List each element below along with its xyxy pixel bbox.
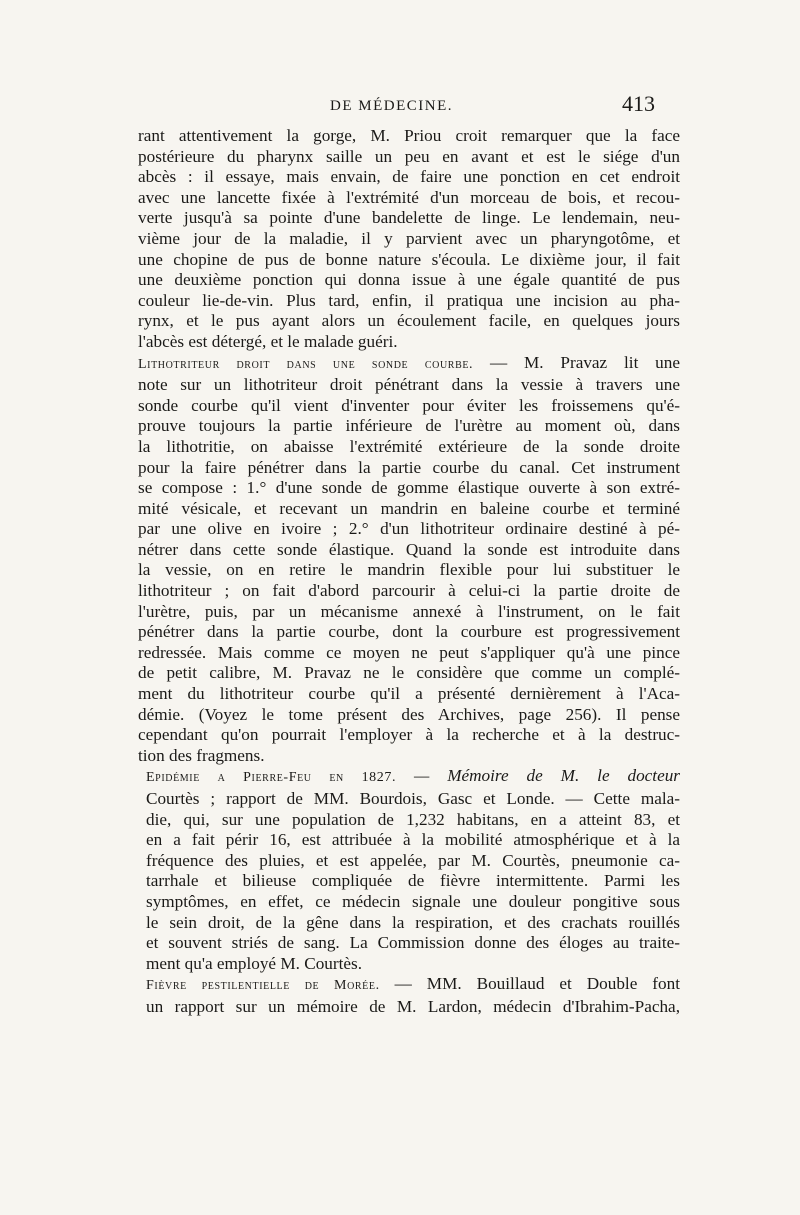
text-line: lithotriteur ; on fait d'abord parcourir à celui-ci la partie droite de xyxy=(138,581,680,601)
paragraph-fievre-moree xyxy=(138,974,680,1017)
text-line: redressée. Mais comme ce moyen ne peut s'appliquer qu'à une pince xyxy=(138,642,680,662)
text-line: rynx, et le pus ayant alors un écoulement facile, en quelques jours xyxy=(138,311,680,331)
text-line: rant attentivement la gorge, M. Priou croit remarquer que la face xyxy=(138,126,680,145)
paragraph-lithotriteur xyxy=(138,353,680,767)
section-heading: Lithotriteur droit dans une sonde courbe. xyxy=(138,356,474,372)
text-line: ment qu'a employé M. Courtès. xyxy=(146,953,362,973)
text-line: sonde courbe qu'il vient d'inventer pour éviter les froissemens qu'é- xyxy=(138,395,680,415)
page-number: 413 xyxy=(622,91,655,116)
paragraph-priou-abscess xyxy=(138,126,680,353)
text-line: tion des fragmens. xyxy=(138,745,265,765)
text-line: démie. (Voyez le tome présent des Archives, page 256). Il pense xyxy=(138,704,680,724)
text-fragment: — MM. Bouillaud et Double font xyxy=(379,974,680,994)
text-line: fréquence des pluies, et est appelée, par M. Courtès, pneumonie ca- xyxy=(146,850,680,870)
text-line: avec une lancette fixée à l'extrémité d'un morceau de bois, et recou- xyxy=(138,187,680,207)
text-line: postérieure du pharynx saille un peu en avant et est le siége d'un xyxy=(138,146,680,166)
text-line: l'urètre, puis, par un mécanisme annexé à l'instrument, on le fait xyxy=(138,601,680,621)
text-line: de petit calibre, M. Pravaz ne le considère que comme un complé- xyxy=(138,663,680,683)
text-line: et souvent striés de sang. La Commission donne des éloges au traite- xyxy=(146,933,680,953)
text-line: tarrhale et bilieuse compliquée de fièvre intermittente. Parmi les xyxy=(146,871,680,891)
text-line: symptômes, en effet, ce médecin signale une douleur pongitive sous xyxy=(146,891,680,911)
text-line: verte jusqu'à sa pointe d'une bandelette de linge. Le lendemain, neu- xyxy=(138,208,680,228)
text-line xyxy=(138,974,680,997)
text-fragment: — M. Pravaz lit une xyxy=(473,352,680,372)
running-title: DE MÉDECINE. xyxy=(330,98,453,114)
text-line xyxy=(138,353,680,376)
text-line: note sur un lithotriteur droit pénétrant dans la vessie à travers une xyxy=(138,375,680,395)
text-line: une chopine de pus de bonne nature s'écoula. Le dixième jour, il fait xyxy=(138,249,680,269)
text-line: couleur lie-de-vin. Plus tard, enfin, il pratiqua une incision au pha- xyxy=(138,290,680,310)
text-fragment: — Mémoire de M. le docteur xyxy=(396,766,680,786)
text-line: pénétrer dans la partie courbe, dont la courbure est progressivement xyxy=(138,622,680,642)
text-line: nétrer dans cette sonde élastique. Quand la sonde est introduite dans xyxy=(138,539,680,559)
text-line: en a fait périr 16, est attribuée à la mobilité atmosphérique et à la xyxy=(146,830,680,850)
text-line: la vessie, on en retire le mandrin flexible pour lui substituer le xyxy=(138,560,680,580)
text-line: vième jour de la maladie, il y parvient avec un pharyngotôme, et xyxy=(138,228,680,248)
text-line: le sein droit, de la gêne dans la respiration, et des crachats rouillés xyxy=(146,912,680,932)
text-line: la lithotritie, on abaisse l'extrémité extérieure de la sonde droite xyxy=(138,436,680,456)
section-heading: Epidémie a Pierre-Feu en 1827. xyxy=(146,770,397,786)
text-line: die, qui, sur une population de 1,232 habitans, en a atteint 83, et xyxy=(146,809,680,829)
text-line: ment du lithotriteur courbe qu'il a présenté dernièrement à l'Aca- xyxy=(138,684,680,704)
text-line: cependant qu'on pourrait l'employer à la recherche et à la destruc- xyxy=(138,725,680,745)
paragraph-epidemie xyxy=(138,766,680,974)
text-line: par une olive en ivoire ; 2.° d'un lithotriteur ordinaire destiné à pé- xyxy=(138,519,680,539)
text-line: une deuxième ponction qui donna issue à une égale quantité de pus xyxy=(138,270,680,290)
body-text xyxy=(138,126,680,1018)
section-heading: Fièvre pestilentielle de Morée. xyxy=(146,978,380,994)
text-line xyxy=(138,766,680,789)
text-line: abcès : il essaye, mais envain, de faire une ponction en cet endroit xyxy=(138,167,680,187)
text-line: pour la faire pénétrer dans la partie courbe du canal. Cet instrument xyxy=(138,457,680,477)
text-line: mité vésicale, et recevant un mandrin en baleine courbe et terminé xyxy=(138,498,680,518)
text-line: se compose : 1.° d'une sonde de gomme élastique ouverte à son extré- xyxy=(138,478,680,498)
text-line: l'abcès est détergé, et le malade guéri. xyxy=(138,331,398,351)
text-line: Courtès ; rapport de MM. Bourdois, Gasc et Londe. — Cette mala- xyxy=(146,789,680,808)
text-line: prouve toujours la partie inférieure de l'urètre au moment où, dans xyxy=(138,416,680,436)
text-line: un rapport sur un mémoire de M. Lardon, médecin d'Ibrahim-Pacha, xyxy=(146,996,680,1016)
